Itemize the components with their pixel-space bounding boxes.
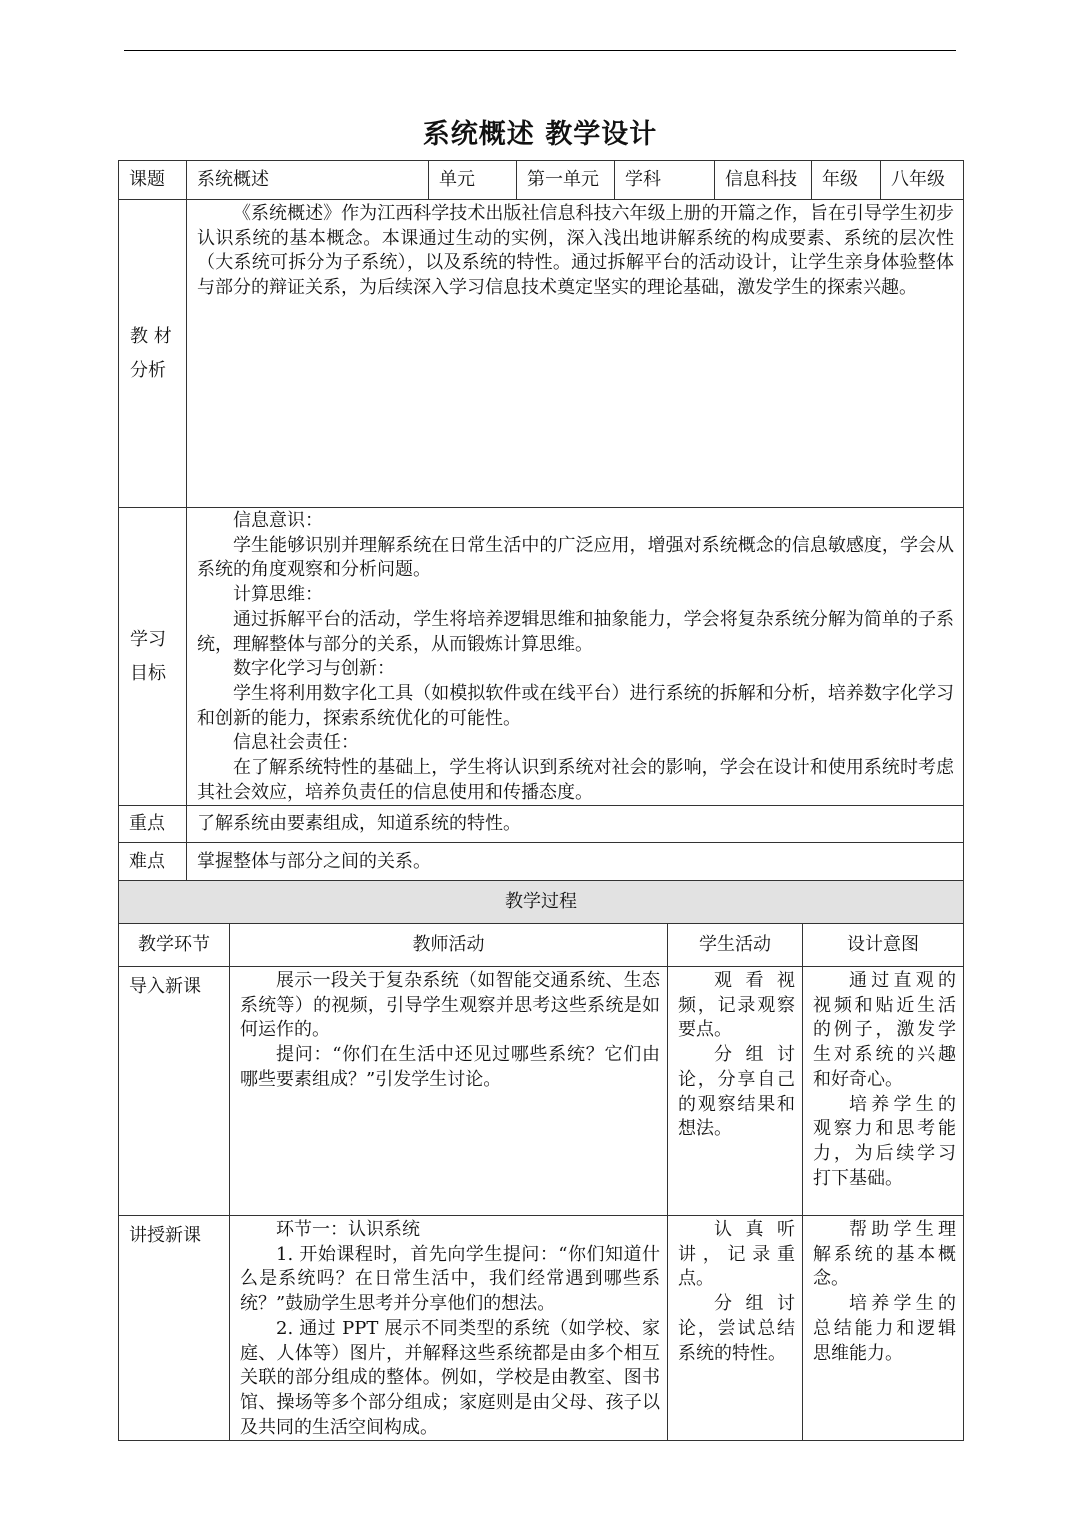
lesson-info-table [118, 160, 964, 881]
goals-row [119, 508, 964, 806]
goal-heading: 信息社会责任： [233, 732, 359, 754]
difficulty-label: 难点 [119, 843, 187, 881]
stage-cell: 导入新课 [119, 967, 230, 1216]
teacher-paragraph: 1. 开始课程时，首先向学生提问：“你们知道什么是系统吗？在日常生活中，我们经常遇到哪些系统？”鼓励学生思考并分享他们的想法。 [240, 1243, 660, 1315]
header-rule [124, 50, 956, 51]
goal-heading: 数字化学习与创新： [233, 658, 395, 680]
analysis-text: 《系统概述》作为江西科学技术出版社信息科技六年级上册的开篇之作，旨在引导学生初步认识系统的基本概念。本课通过生动的实例，深入浅出地讲解系统的构成要素、系统的层次性（大系统可拆分为子系统），以及系统的特性。通过拆解平台的活动设计，让学生亲身体验整体与部分的辩证关系，为后续深入学习信息技术奠定坚实的理论基础，激发学生的探索兴趣。 [197, 203, 954, 299]
column-header: 设计意图 [803, 924, 964, 967]
student-paragraph: 分组讨论，分享自己的观察结果和想法。 [678, 1044, 795, 1140]
student-paragraph: 认真听讲，记录重点。 [678, 1219, 795, 1290]
analysis-row [119, 200, 964, 508]
goal-text: 在了解系统特性的基础上，学生将认识到系统对社会的影响，学会在设计和使用系统时考虑其社会效应，培养负责任的信息使用和传播态度。 [197, 757, 954, 803]
design-intent-cell [803, 967, 964, 1216]
process-title-row [119, 881, 964, 924]
student-paragraph: 观看视频，记录观察要点。 [678, 970, 795, 1041]
topic-value: 系统概述 [187, 161, 429, 200]
grade-label: 年级 [812, 161, 881, 200]
analysis-label [119, 200, 187, 508]
goals-content [187, 508, 964, 806]
teacher-paragraph: 环节一：认识系统 [276, 1219, 420, 1240]
intent-paragraph: 帮助学生理解系统的基本概念。 [813, 1219, 956, 1290]
column-header: 教学环节 [119, 924, 230, 967]
student-activity-cell [668, 1216, 803, 1441]
column-header: 学生活动 [668, 924, 803, 967]
goal-text: 学生能够识别并理解系统在日常生活中的广泛应用，增强对系统概念的信息敏感度，学会从系统的角度观察和分析问题。 [197, 534, 954, 581]
teacher-paragraph: 提问：“你们在生活中还见过哪些系统？它们由哪些要素组成？”引发学生讨论。 [240, 1044, 660, 1090]
teacher-activity-cell [230, 1216, 668, 1441]
intent-paragraph: 培养学生的总结能力和逻辑思维能力。 [813, 1293, 956, 1364]
intent-paragraph: 通过直观的视频和贴近生活的例子，激发学生对系统的兴趣和好奇心。 [813, 970, 956, 1090]
key-point-text: 了解系统由要素组成，知道系统的特性。 [187, 806, 964, 843]
teacher-paragraph: 2. 通过 PPT 展示不同类型的系统（如学校、家庭、人体等）图片，并解释这些系统都是由多个相互关联的部分组成的整体。例如，学校是由教室、图书馆、操场等多个部分组成；家庭则是由父母、孩子以及共同的生活空间构成。 [240, 1317, 660, 1438]
key-point-label: 重点 [119, 806, 187, 843]
goals-label-line2: 目标 [130, 662, 166, 684]
subject-value: 信息科技 [715, 161, 812, 200]
key-point-row [119, 806, 964, 843]
table-row [119, 967, 964, 1216]
document-title: 系统概述 教学设计 [422, 119, 658, 150]
column-header: 教师活动 [230, 924, 668, 967]
difficulty-text: 掌握整体与部分之间的关系。 [187, 843, 964, 881]
unit-value: 第一单元 [517, 161, 615, 200]
goal-text: 通过拆解平台的活动，学生将培养逻辑思维和抽象能力，学会将复杂系统分解为简单的子系统，理解整体与部分的关系，从而锻炼计算思维。 [197, 608, 954, 655]
grade-value: 八年级 [881, 161, 964, 200]
process-header-row [119, 924, 964, 967]
analysis-content [187, 200, 964, 508]
analysis-label-line1: 教 材 [130, 325, 172, 347]
analysis-label-line2: 分析 [130, 359, 166, 381]
teacher-paragraph: 展示一段关于复杂系统（如智能交通系统、生态系统等）的视频，引导学生观察并思考这些系统是如何运作的。 [240, 970, 660, 1041]
table-row [119, 1216, 964, 1441]
difficulty-row [119, 843, 964, 881]
goal-heading: 计算思维： [233, 584, 323, 606]
goals-label-line1: 学习 [130, 628, 166, 650]
process-title: 教学过程 [119, 881, 964, 924]
teacher-activity-cell [230, 967, 668, 1216]
student-paragraph: 分组讨论，尝试总结系统的特性。 [678, 1293, 795, 1364]
goals-label [119, 508, 187, 806]
goal-text: 学生将利用数字化工具（如模拟软件或在线平台）进行系统的拆解和分析，培养数字化学习和创新的能力，探索系统优化的可能性。 [197, 682, 954, 729]
stage-cell: 讲授新课 [119, 1216, 230, 1441]
teaching-process-table [118, 880, 964, 1441]
info-header-row [119, 161, 964, 200]
unit-label: 单元 [429, 161, 517, 200]
subject-label: 学科 [615, 161, 715, 200]
student-activity-cell [668, 967, 803, 1216]
intent-paragraph: 培养学生的观察力和思考能力，为后续学习打下基础。 [813, 1093, 956, 1189]
topic-label: 课题 [119, 161, 187, 200]
design-intent-cell [803, 1216, 964, 1441]
goal-heading: 信息意识： [233, 510, 323, 531]
